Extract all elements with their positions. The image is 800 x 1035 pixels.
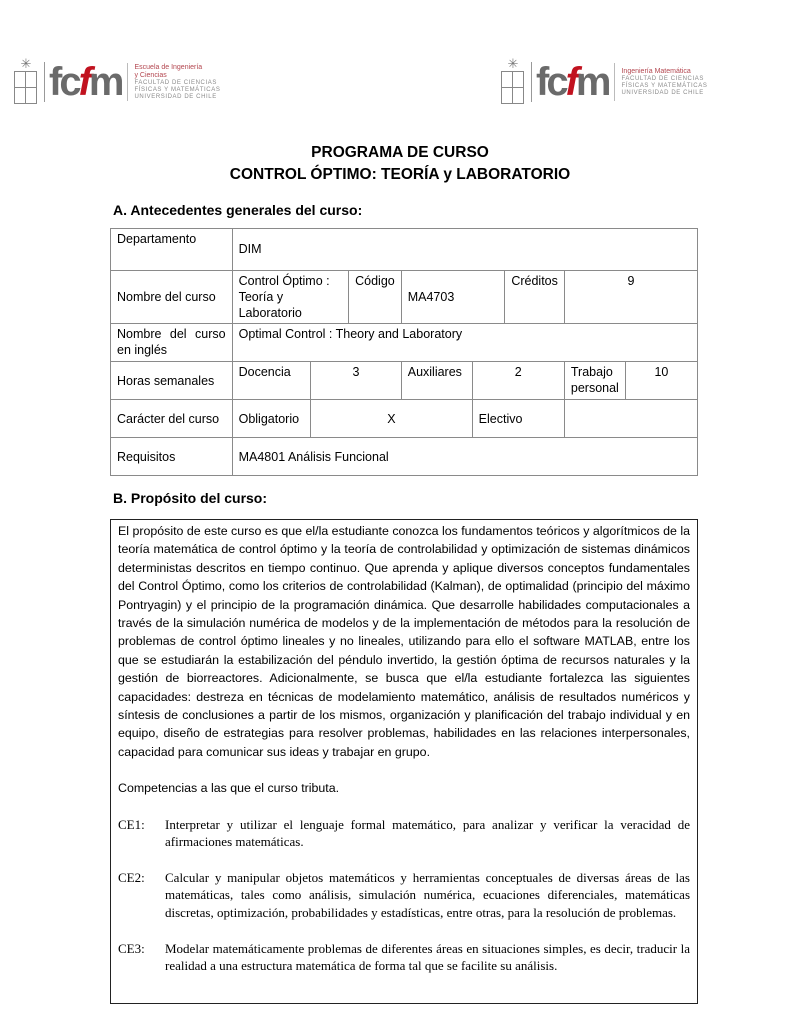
nombre-label: Nombre del curso: [111, 271, 233, 324]
row-horas: [111, 362, 698, 400]
purpose-paragraph: El propósito de este curso es que el/la estudiante conozca los fundamentos teóricos y algorítmicos de la teoría matemática de control óptimo y la teoría de controlabilidad y optimización de sistemas dinámicos deterministas descritos en tiempo continuo. Que aprenda y aplique diversos conceptos fundamentales del Control Óptimo, como los criterios de controlabilidad (Kalman), de optimalidad (principio del máximo Pontryagin) y el principio de la programación dinámica. Que desarrolle habilidades computacionales a través de la simulación numérica de modelos y de la implementación de métodos para la resolución de problemas de control óptimo lineales y no lineales, utilizando para ello el software MATLAB, entre los que se estudiarán la estabilización del péndulo invertido, la gestión óptima de recursos naturales y la gestión de biorreactores. Adicionalmente, se busca que el/la estudiante fortalezca las siguientes capacidades: destreza en técnicas de modelamiento matemático, análisis de resultados numéricos y síntesis de conclusiones a partir de los mismos, organización y planificación del trabajo individual y en equipo, diseño de estrategias para resolver problemas, habilidades en las relaciones interpersonales, capacidad para comunicar sus ideas y trabajar en grupo.: [118, 524, 690, 759]
nombre-ingles-value: Optimal Control : Theory and Laboratory: [232, 324, 697, 362]
sun-rays-icon: ✳: [20, 56, 32, 71]
departamento-value: [232, 229, 697, 271]
purpose-box: [110, 519, 698, 1004]
docencia-label: Docencia: [232, 362, 311, 400]
competencia-item: [118, 869, 690, 922]
logo-divider: [127, 63, 128, 101]
obligatorio-label: Obligatorio: [232, 400, 311, 438]
horas-label: Horas semanales: [111, 362, 233, 400]
sun-rays-icon: ✳: [507, 56, 519, 71]
logo-text: [134, 64, 220, 101]
caracter-label: Carácter del curso: [111, 400, 233, 438]
electivo-label: Electivo: [472, 400, 564, 438]
requisitos-value: MA4801 Análisis Funcional: [232, 438, 697, 476]
docencia-value: 3: [311, 362, 402, 400]
faculty-line1: FACULTAD DE CIENCIAS: [134, 79, 217, 86]
nombre-value-line1: Control Óptimo :: [238, 274, 330, 288]
row-nombre: [111, 271, 698, 324]
logo-divider: [614, 63, 615, 101]
competencia-code: CE2:: [118, 869, 145, 885]
nombre-ingles-label-line1: Nombre del curso: [117, 327, 226, 341]
trabajo-personal-value: 10: [625, 362, 697, 400]
auxiliares-label: Auxiliares: [401, 362, 472, 400]
faculty-line2: FÍSICAS Y MATEMÁTICAS: [134, 86, 221, 93]
nombre-value: [232, 271, 349, 324]
logo-divider: [531, 62, 532, 102]
row-departamento: [111, 229, 698, 271]
shield-icon: [14, 71, 37, 104]
trabajo-personal-label: [564, 362, 625, 400]
section-a-heading: A. Antecedentes generales del curso:: [113, 202, 363, 218]
competencia-item: [118, 816, 690, 851]
auxiliares-value: 2: [472, 362, 564, 400]
school-name-line1: Escuela de Ingeniería: [134, 63, 203, 71]
row-caracter: [111, 400, 698, 438]
creditos-value: 9: [564, 271, 697, 324]
nombre-ingles-label-line2: en inglés: [117, 343, 168, 357]
competencia-item: [118, 940, 690, 975]
faculty-line1: FACULTAD DE CIENCIAS: [621, 75, 704, 82]
university-crest-icon: [500, 58, 526, 106]
nombre-value-line2: Teoría y: [238, 290, 284, 304]
trabajo-label-line2: personal: [570, 381, 619, 395]
faculty-line3: UNIVERSIDAD DE CHILE: [134, 93, 217, 100]
competencia-text: Calcular y manipular objetos matemáticos y herramientas conceptuales de diversas áreas de las matemáticas, tales como análisis, simulación numérica, ecuaciones diferenciales, matemáticas discretas, optimización, probabilidades y estadísticas, entre otras, para la resolución de problemas.: [165, 869, 690, 921]
fcfm-wordmark: fc f m: [536, 60, 609, 104]
faculty-line2: FÍSICAS Y MATEMÁTICAS: [621, 82, 708, 89]
departamento-value-text: DIM: [238, 242, 262, 256]
requisitos-label: Requisitos: [111, 438, 233, 476]
departamento-label: Departamento: [111, 229, 233, 271]
competencia-text: Modelar matemáticamente problemas de diferentes áreas en situaciones simples, es decir, traducir la realidad a una estructura matemática de forma tal que se facilite su análisis.: [165, 940, 690, 974]
fcfm-logo-left: [13, 58, 220, 106]
faculty-line3: UNIVERSIDAD DE CHILE: [621, 89, 704, 96]
codigo-label: Código: [349, 271, 402, 324]
row-requisitos: [111, 438, 698, 476]
fcfm-logo-right: [500, 58, 707, 106]
department-name: Ingeniería Matemática: [621, 67, 691, 75]
competencia-text: Interpretar y utilizar el lenguaje formal matemático, para analizar y verificar la veracidad de afirmaciones matemáticas.: [165, 816, 690, 850]
row-nombre-ingles: [111, 324, 698, 362]
competencias-intro: Competencias a las que el curso tributa.: [118, 781, 340, 796]
document-subtitle: CONTROL ÓPTIMO: TEORÍA y LABORATORIO: [229, 166, 571, 183]
electivo-value: [564, 400, 697, 438]
shield-icon: [501, 71, 524, 104]
document-title: PROGRAMA DE CURSO: [311, 144, 489, 161]
school-name-line2: y Ciencias: [134, 71, 167, 79]
course-info-table: [110, 228, 698, 476]
trabajo-label-line1: Trabajo: [570, 365, 613, 379]
logo-text: [621, 68, 707, 97]
section-b-heading: B. Propósito del curso:: [113, 490, 268, 506]
university-crest-icon: [13, 58, 39, 106]
logo-divider: [44, 62, 45, 102]
competencia-code: CE3:: [118, 940, 145, 956]
nombre-ingles-label: [111, 324, 233, 362]
nombre-value-line3: Laboratorio: [238, 306, 302, 320]
fcfm-wordmark: fc f m: [49, 60, 122, 104]
competencia-code: CE1:: [118, 816, 145, 832]
obligatorio-value: X: [311, 400, 472, 438]
codigo-value: MA4703: [401, 271, 505, 324]
creditos-label: Créditos: [505, 271, 565, 324]
